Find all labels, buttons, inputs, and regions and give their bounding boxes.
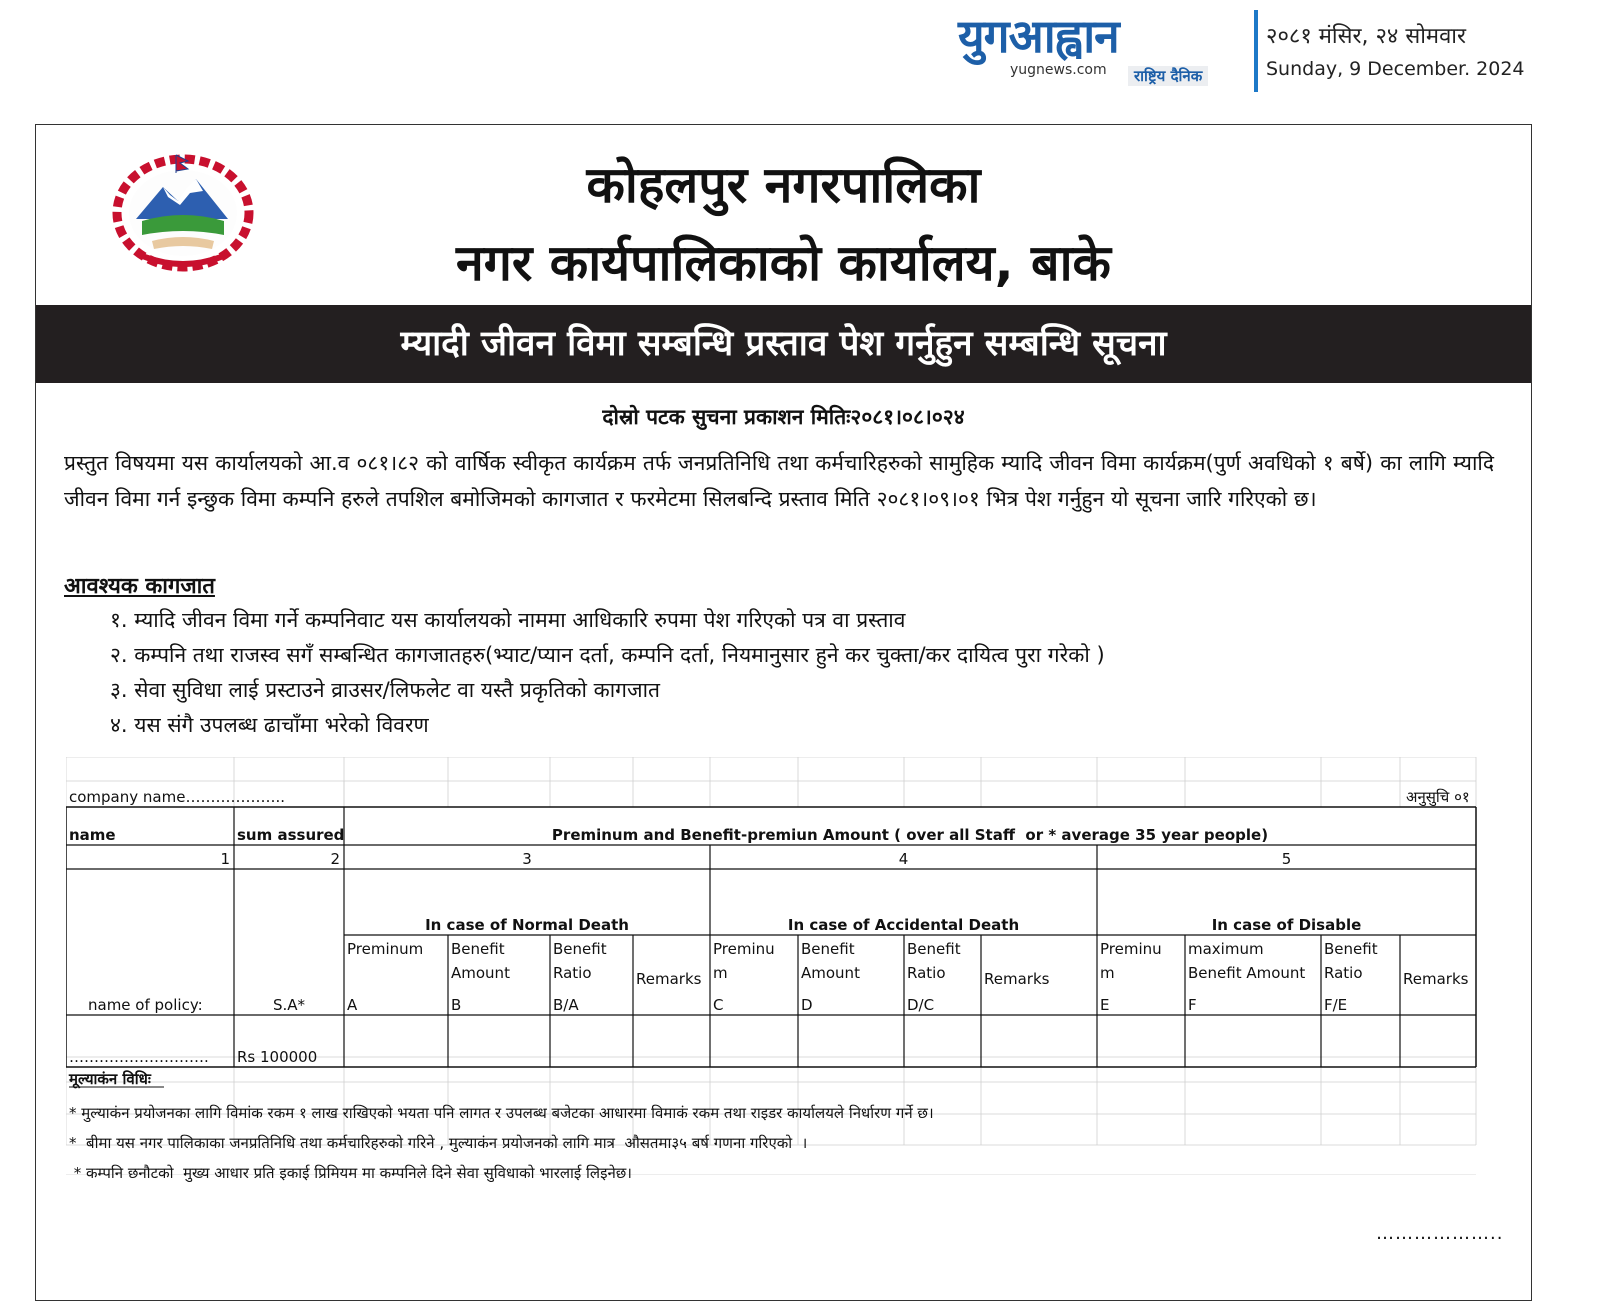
- column-number: 4: [898, 850, 909, 868]
- organization-name: कोहलपुर नगरपालिका: [586, 156, 981, 214]
- date-nepali: २०८१ मंसिर, २४ सोमवार: [1266, 24, 1466, 49]
- brand-tagline: राष्ट्रिय दैनिक: [1128, 66, 1208, 86]
- column-header-sum-assured: sum assured: [237, 826, 345, 844]
- sub-column-header: Benefit Ratio: [553, 940, 607, 982]
- sub-column-header: Preminu m: [1100, 940, 1162, 982]
- office-name: नगर कार्यपालिकाको कार्यालय, बाके: [456, 234, 1111, 292]
- date-english: Sunday, 9 December. 2024: [1266, 58, 1525, 80]
- column-number: 2: [330, 850, 340, 868]
- sub-column-header: Preminu m: [713, 940, 775, 982]
- sub-column-header: Preminum: [347, 940, 424, 958]
- group-disable: In case of Disable: [1211, 916, 1362, 934]
- notice-body: प्रस्तुत विषयमा यस कार्यालयको आ.व ०८१।८२ को वार्षिक स्वीकृत कार्यक्रम तर्फ जनप्रतिनिधि तथा कर्मचारिहरुको सामुहिक म्यादि जीवन विमा कार्यक्रम(पुर्ण अवधिको १ बर्षे) का लागि म्यादि जीवन विमा गर्न इन्छुक विमा कम्पनि हरुले तपशिल बमोजिमको कागजात र फरमेटमा सिलबन्दि प्रस्ताव मिति २०८१।०९।०१ भित्र पेश गर्नुहुन यो सूचना जारि गरिएको छ।: [64, 451, 1494, 511]
- column-number: 5: [1281, 850, 1292, 868]
- group-accidental-death: In case of Accidental Death: [787, 916, 1020, 934]
- sum-assured-value: Rs 100000: [237, 1048, 318, 1066]
- proposal-form-table: [66, 757, 1510, 1182]
- column-code: F: [1188, 996, 1197, 1014]
- column-code: D/C: [907, 996, 935, 1014]
- column-code: E: [1100, 996, 1110, 1014]
- sub-column-header: Benefit Ratio: [907, 940, 961, 982]
- column-code: A: [347, 996, 358, 1014]
- sub-column-header: Benefit Amount: [801, 940, 860, 982]
- signature-line: ………………..: [1376, 1223, 1504, 1244]
- column-code: B: [451, 996, 462, 1014]
- column-number: 3: [522, 850, 532, 868]
- sub-column-header: Remarks: [984, 970, 1050, 988]
- notice-title-banner: म्यादी जीवन विमा सम्बन्धि प्रस्ताव पेश गर्नुहुन सम्बन्धि सूचना: [36, 305, 1531, 383]
- brand-name: युगआह्वान: [958, 9, 1119, 63]
- public-notice: [35, 124, 1532, 1301]
- sa-label: S.A*: [272, 996, 306, 1014]
- newspaper-masthead: [0, 0, 1600, 100]
- requirement-item: ३. सेवा सुविधा लाई प्रस्टाउने व्राउसर/लिफलेट वा यस्तै प्रकृतिको कागजात: [110, 678, 660, 702]
- newspaper-logo: [958, 6, 1248, 88]
- publication-date: दोस्रो पटक सुचना प्रकाशन मितिः२०८१।०८।०२४: [602, 405, 965, 429]
- evaluation-heading: मूल्याकंन विधिः: [69, 1070, 151, 1088]
- group-normal-death: In case of Normal Death: [425, 916, 629, 934]
- sub-column-header: Remarks: [1403, 970, 1469, 988]
- column-header-name: name: [69, 826, 116, 844]
- requirement-item: ४. यस संगै उपलब्ध ढाचाँमा भरेको विवरण: [110, 713, 429, 737]
- column-code: F/E: [1324, 996, 1348, 1014]
- evaluation-note: * मुल्याकंन प्रयोजनका लागि विमांक रकम १ लाख राखिएको भयता पनि लागत र उपलब्ध बजेटका आधारमा विमाकं रकम तथा राइडर कार्यालयले निर्धारण गर्ने छ।: [69, 1104, 934, 1122]
- requirement-item: १. म्यादि जीवन विमा गर्ने कम्पनिवाट यस कार्यालयको नाममा आधिकारि रुपमा पेश गरिएको पत्र वा प्रस्ताव: [110, 608, 906, 632]
- column-code: C: [713, 996, 724, 1014]
- sub-column-header: Benefit Ratio: [1324, 940, 1378, 982]
- column-number: 1: [220, 850, 230, 868]
- policy-name-field: ……………………….: [69, 1048, 209, 1066]
- requirements-list: [110, 603, 1105, 743]
- requirements-heading: आवश्यक कागजात: [64, 574, 215, 599]
- company-name-field: company name………………..: [69, 788, 285, 806]
- evaluation-note: * बीमा यस नगर पालिकाका जनप्रतिनिधि तथा कर्मचारिहरुको गरिने , मुल्याकंन प्रयोजनको लागि मात्र औसतमा३५ बर्ष गणना गरिएको ।: [69, 1134, 808, 1152]
- column-code: D: [801, 996, 813, 1014]
- name-of-policy-label: name of policy:: [88, 996, 203, 1014]
- sub-column-header: maximum Benefit Amount: [1188, 940, 1306, 982]
- masthead-divider: [1254, 10, 1258, 92]
- sub-column-header: Benefit Amount: [451, 940, 510, 982]
- evaluation-note: * कम्पनि छनौटको मुख्य आधार प्रति इकाई प्रिमियम मा कम्पनिले दिने सेवा सुविधाको भारलाई लिइनेछ।: [69, 1164, 632, 1182]
- requirement-item: २. कम्पनि तथा राजस्व सगँ सम्बन्धित कागजातहरु(भ्याट/प्यान दर्ता, कम्पनि दर्ता, नियमानुसार हुने कर चुक्ता/कर दायित्व पुरा गरेको ): [110, 643, 1105, 667]
- column-code: B/A: [553, 996, 579, 1014]
- schedule-label: अनुसुचि ०१: [1406, 788, 1470, 806]
- brand-url: yugnews.com: [1010, 62, 1107, 78]
- premium-header: Preminum and Benefit-premiun Amount ( over all Staff or * average 35 year people): [551, 826, 1269, 844]
- sub-column-header: Remarks: [636, 970, 702, 988]
